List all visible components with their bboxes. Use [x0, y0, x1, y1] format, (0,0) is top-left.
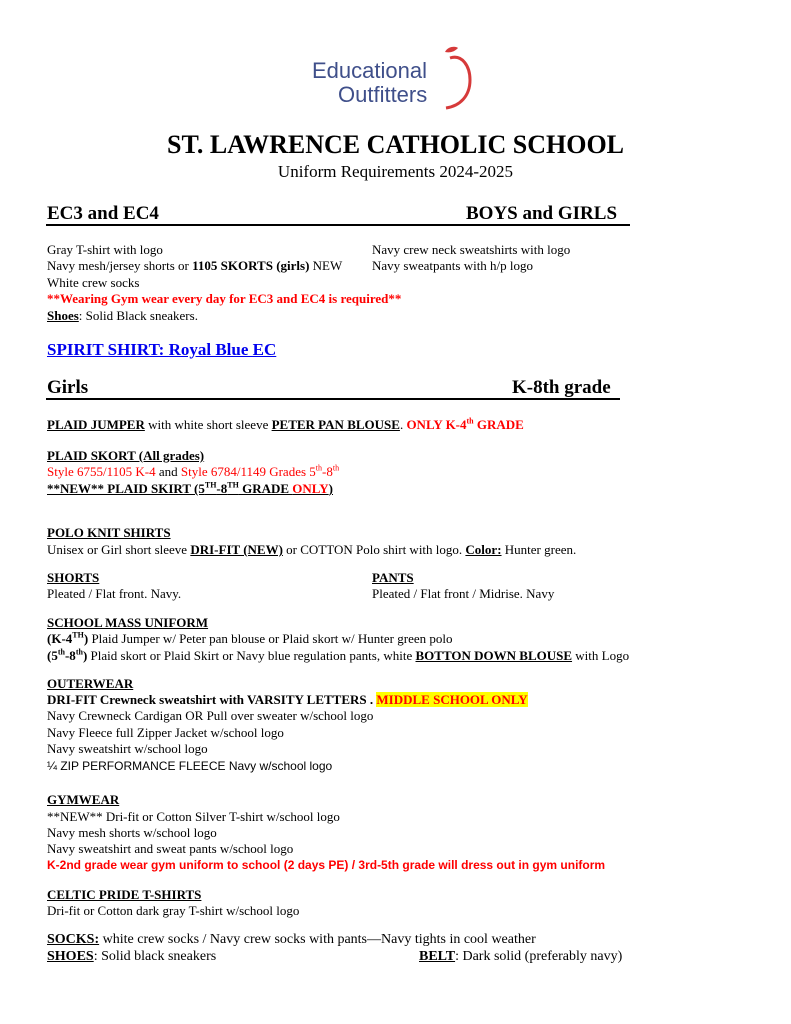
ec-heading-left: EC3 and EC4 — [47, 203, 159, 224]
gymwear-heading: GYMWEAR — [47, 792, 120, 807]
ec-shoes: Shoes: Solid Black sneakers. — [47, 308, 198, 323]
outerwear-fleece: ¼ ZIP PERFORMANCE FLEECE Navy w/school logo — [47, 759, 333, 773]
ec-required-note: **Wearing Gym wear every day for EC3 and EC4 is required** — [47, 291, 402, 306]
outerwear-item-2: Navy Fleece full Zipper Jacket w/school logo — [47, 725, 284, 740]
ec-item-1: Gray T-shirt with logo — [47, 242, 163, 257]
pants-text: Pleated / Flat front / Midrise. Navy — [372, 586, 555, 601]
gymwear-item-1: **NEW** Dri-fit or Cotton Silver T-shirt w/school logo — [47, 809, 340, 824]
outerwear-item-3: Navy sweatshirt w/school logo — [47, 741, 208, 756]
celtic-heading: CELTIC PRIDE T-SHIRTS — [47, 887, 202, 902]
skort-heading: PLAID SKORT (All grades) — [47, 448, 205, 463]
ec-heading-right: BOYS and GIRLS — [466, 203, 618, 224]
belt-line: BELT: Dark solid (preferably navy) — [419, 949, 623, 964]
socks-line: SOCKS: white crew socks / Navy crew socks with pants—Navy tights in cool weather — [47, 932, 536, 947]
celtic-text: Dri-fit or Cotton dark gray T-shirt w/school logo — [47, 903, 300, 918]
ec-right-item-2: Navy sweatpants with h/p logo — [372, 258, 534, 273]
logo-line-2: Outfitters — [338, 82, 428, 107]
page-title: ST. LAWRENCE CATHOLIC SCHOOL — [166, 130, 625, 159]
spirit-shirt-link[interactable]: SPIRIT SHIRT: Royal Blue EC — [47, 340, 277, 359]
mass-line-1: (K-4TH) Plaid Jumper w/ Peter pan blouse or Plaid skort w/ Hunter green polo — [47, 630, 453, 646]
girls-heading-left: Girls — [47, 377, 89, 398]
mass-heading: SCHOOL MASS UNIFORM — [47, 615, 209, 630]
polo-heading: POLO KNIT SHIRTS — [47, 525, 171, 540]
ec-right-item-1: Navy crew neck sweatshirts with logo — [372, 242, 571, 257]
shoes-line: SHOES: Solid black sneakers — [47, 949, 217, 964]
jumper-line: PLAID JUMPER with white short sleeve PETER PAN BLOUSE. ONLY K-4th GRADE — [47, 416, 524, 432]
page-subtitle: Uniform Requirements 2024-2025 — [277, 162, 514, 181]
mass-line-2: (5th-8th) Plaid skort or Plaid Skirt or Navy blue regulation pants, white BOTTON DOWN BLOUSE with Logo — [47, 647, 630, 663]
outerwear-item-1: Navy Crewneck Cardigan OR Pull over sweater w/school logo — [47, 708, 374, 723]
gymwear-item-2: Navy mesh shorts w/school logo — [47, 825, 217, 840]
skort-styles: Style 6755/1105 K-4 and Style 6784/1149 Grades 5th-8th — [47, 463, 340, 479]
polo-text: Unisex or Girl short sleeve DRI-FIT (NEW) or COTTON Polo shirt with logo. Color: Hunter green. — [47, 542, 577, 557]
pants-heading: PANTS — [372, 570, 414, 585]
gymwear-note: K-2nd grade wear gym uniform to school (2 days PE) / 3rd-5th grade will dress out in gym uniform — [47, 858, 606, 872]
shorts-text: Pleated / Flat front. Navy. — [47, 586, 182, 601]
brand-logo — [310, 44, 482, 112]
shorts-heading: SHORTS — [47, 570, 100, 585]
outerwear-heading: OUTERWEAR — [47, 676, 134, 691]
ec-item-2: Navy mesh/jersey shorts or 1105 SKORTS (girls) NEW — [47, 258, 343, 273]
outerwear-line-1: DRI-FIT Crewneck sweatshirt with VARSITY LETTERS . MIDDLE SCHOOL ONLY — [47, 692, 528, 707]
plaid-skirt-new: **NEW** PLAID SKIRT (5TH-8TH GRADE ONLY) — [47, 480, 333, 496]
logo-line-1: Educational — [312, 58, 427, 83]
girls-heading-right: K-8th grade — [512, 377, 611, 398]
gymwear-item-3: Navy sweatshirt and sweat pants w/school logo — [47, 841, 294, 856]
ec-item-3: White crew socks — [47, 275, 140, 290]
